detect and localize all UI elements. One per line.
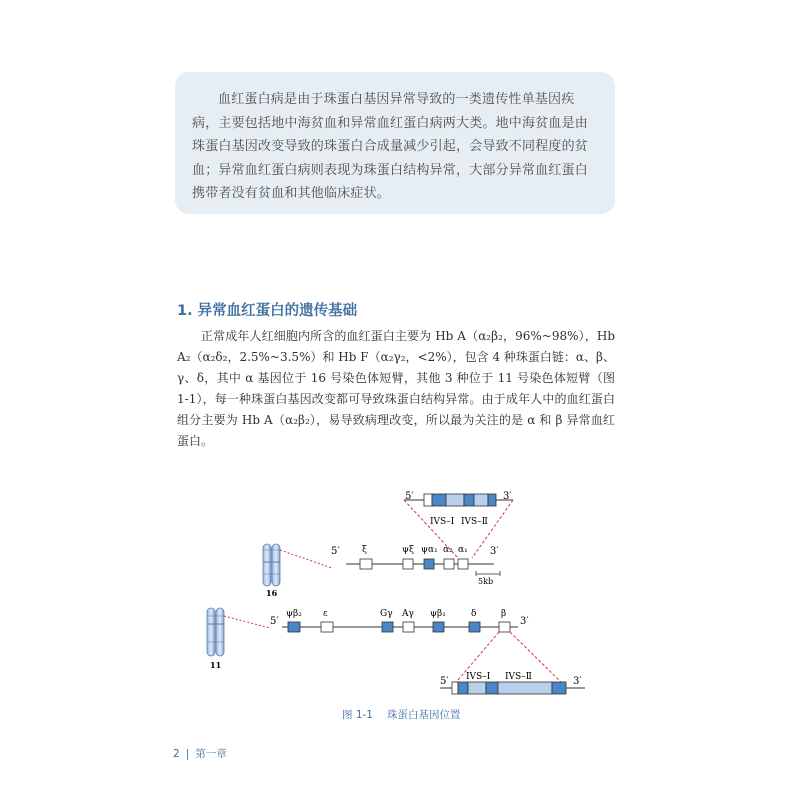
gene-label-a-gamma: Aγ xyxy=(402,609,414,619)
chr16-five-label: 5′ xyxy=(331,546,340,557)
chr11-gene-map xyxy=(270,609,529,632)
figure-caption-number: 图 1-1 xyxy=(342,709,373,721)
alpha-zoom-exon1 xyxy=(432,494,446,506)
beta-zoom-ivs2-label: IVS–Ⅱ xyxy=(505,672,532,682)
alpha-zoom-ivs1-label: IVS–Ⅰ xyxy=(430,517,455,527)
chr11-three-label: 3′ xyxy=(520,616,529,627)
section-title: 1. 异常血红蛋白的遗传基础 xyxy=(177,303,358,319)
chapter-label: 第一章 xyxy=(195,748,227,760)
beta-zoom-ivs1-label: IVS–Ⅰ xyxy=(466,672,491,682)
gene-beta xyxy=(499,622,510,632)
chromosome-11-icon xyxy=(207,608,224,656)
gene-diagram xyxy=(190,478,590,703)
alpha-zoom-utr5 xyxy=(424,494,432,506)
figure-caption xyxy=(342,707,475,722)
beta-zoom-exon3 xyxy=(552,682,566,694)
gene-label-psi-beta2: ψβ₂ xyxy=(286,609,302,619)
beta-zoom-five-label: 5′ xyxy=(440,676,449,687)
beta-gene-zoom xyxy=(440,632,585,694)
alpha-zoom-five-label: 5′ xyxy=(405,491,414,502)
beta-zoom-utr5 xyxy=(452,682,458,694)
alpha-zoom-intron2 xyxy=(474,494,488,506)
chr11-five-label: 5′ xyxy=(270,616,279,627)
alpha-zoom-exon2 xyxy=(464,494,474,506)
gene-alpha1 xyxy=(458,559,468,569)
beta-zoom-exon2 xyxy=(486,682,498,694)
chromosome-16-number: 16 xyxy=(266,588,278,598)
figure-caption-title: 珠蛋白基因位置 xyxy=(387,709,461,721)
beta-zoom-three-label: 3′ xyxy=(573,676,582,687)
beta-zoom-intron1 xyxy=(468,682,486,694)
alpha-zoom-ivs2-label: IVS–Ⅱ xyxy=(461,517,488,527)
gene-label-epsilon: ε xyxy=(323,609,328,619)
chromosome-16-icon xyxy=(263,544,280,586)
scale-bar-label: 5kb xyxy=(478,577,494,586)
page-number: 2 xyxy=(173,748,180,760)
page-footer xyxy=(173,746,227,761)
body-paragraph: 正常成年人红细胞内所含的血红蛋白主要为 Hb A（α₂β₂，96%~98%），Hb A₂（α₂δ₂，2.5%~3.5%）和 Hb F（α₂γ₂，<2%），包含 4 种珠蛋白链：α、β、γ、δ，其中 α 基因位于 16 号染色体短臂，其他 3 种位于 11 号染色体短臂（图 1-1），每一种珠蛋白基因改变都可导致珠蛋白结构异常。由于成年人中的血红蛋白组分主要为 Hb A（α₂β₂），易导致病理改变，所以最为关注的是 α 和 β 异常血红蛋白。 xyxy=(177,329,615,448)
gene-epsilon xyxy=(321,622,333,632)
alpha-zoom-intron1 xyxy=(446,494,464,506)
gene-label-delta: δ xyxy=(471,609,477,619)
gene-psi-beta2 xyxy=(288,622,300,632)
gene-psi-beta1 xyxy=(433,622,444,632)
summary-text: 血红蛋白病是由于珠蛋白基因异常导致的一类遗传性单基因疾病，主要包括地中海贫血和异常血红蛋白病两大类。地中海贫血是由珠蛋白基因改变导致的珠蛋白合成量减少引起，会导致不同程度的贫血；异常血红蛋白病则表现为珠蛋白结构异常，大部分异常血红蛋白携带者没有贫血和其他临床症状。 xyxy=(192,92,589,201)
chr11-callout-dash xyxy=(224,616,270,628)
alpha-zoom-exon3 xyxy=(488,494,496,506)
beta-zoom-exon1 xyxy=(458,682,468,694)
chr16-callout-dash xyxy=(280,550,332,568)
gene-psi-zeta xyxy=(403,559,413,569)
gene-label-psi-alpha1: ψα₁ xyxy=(421,545,438,555)
gene-label-zeta: ξ xyxy=(362,545,367,555)
gene-zeta xyxy=(360,559,372,569)
chromosome-11-number: 11 xyxy=(210,660,222,670)
gene-label-psi-beta1: ψβ₁ xyxy=(430,609,446,619)
footer-separator: | xyxy=(185,748,190,760)
gene-label-psi-zeta: ψξ xyxy=(402,545,415,555)
gene-label-alpha1: α₁ xyxy=(458,545,468,555)
gene-label-beta: β xyxy=(501,609,507,619)
gene-label-alpha2: α₂ xyxy=(443,545,453,555)
gene-delta xyxy=(469,622,480,632)
gene-a-gamma xyxy=(403,622,414,632)
globin-gene-figure xyxy=(190,478,590,703)
gene-psi-alpha1 xyxy=(424,559,434,569)
gene-label-g-gamma: Gγ xyxy=(380,609,393,619)
gene-alpha2 xyxy=(444,559,454,569)
gene-g-gamma xyxy=(382,622,393,632)
beta-zoom-intron2 xyxy=(498,682,552,694)
chr16-three-label: 3′ xyxy=(490,546,499,557)
alpha-zoom-three-label: 3′ xyxy=(503,491,512,502)
chr16-gene-map xyxy=(331,545,500,586)
